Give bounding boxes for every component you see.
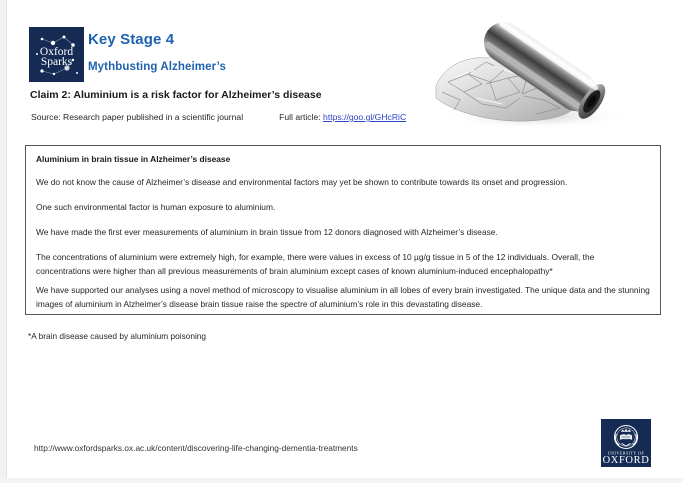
oxford-sparks-logo [29,27,84,82]
content-box [25,145,661,315]
page-subtitle: Mythbusting Alzheimer’s [88,61,226,73]
university-of-oxford-logo [601,419,651,467]
oxford-logo-line1: UNIVERSITY OF [607,450,645,456]
oxford-crest-icon [601,419,651,467]
page-title: Key Stage 4 [88,31,175,48]
source-label: Source: Research paper published in a scientific journal [31,112,244,122]
source-row [31,112,406,122]
logo-text-sparks: Sparks [40,56,73,68]
content-paragraph-3: We have made the first ever measurements of aluminium in brain tissue from 12 donors diagnosed with Alzheimer’s disease. [36,227,498,237]
aluminium-foil-photo [424,12,672,136]
footnote: *A brain disease caused by aluminium poisoning [28,331,207,341]
page-left-edge [0,0,7,483]
page-bottom-edge [0,478,683,483]
logo-text-oxford: Oxford [39,46,74,58]
footer-url[interactable]: http://www.oxfordsparks.ox.ac.uk/content/discovering-life-changing-dementia-treatments [34,443,358,453]
content-paragraph-4: The concentrations of aluminium were extremely high, for example, there were values in excess of 10 µg/g tissue in 5 of the 12 individuals. Overall, the concentrations were higher than all previous measurements of brain aluminium except cases of known aluminium-induced encephalopathy* [36,252,595,276]
content-box-heading: Aluminium in brain tissue in Alzheimer’s disease [36,154,231,164]
claim-heading: Claim 2: Aluminium is a risk factor for Alzheimer’s disease [30,89,322,101]
oxford-sparks-logo-graphic [29,27,84,82]
oxford-logo-line2: OXFORD [602,455,650,466]
aluminium-foil-graphic [424,12,672,136]
content-paragraph-1: We do not know the cause of Alzheimer’s disease and environmental factors may yet be shown to contribute towards its onset and progression. [36,177,568,187]
content-paragraph-2: One such environmental factor is human exposure to aluminium. [36,202,276,212]
content-paragraph-5: We have supported our analyses using a novel method of microscopy to visualise aluminium in all lobes of every brain investigated. The unique data and the stunning images of aluminium in Alzheimer’s disease brain tissue raise the spectre of aluminium’s role in this devastating disease. [36,285,650,309]
full-article-label: Full article: [279,112,321,122]
full-article-link[interactable]: https://goo.gl/GHcRiC [323,112,407,122]
